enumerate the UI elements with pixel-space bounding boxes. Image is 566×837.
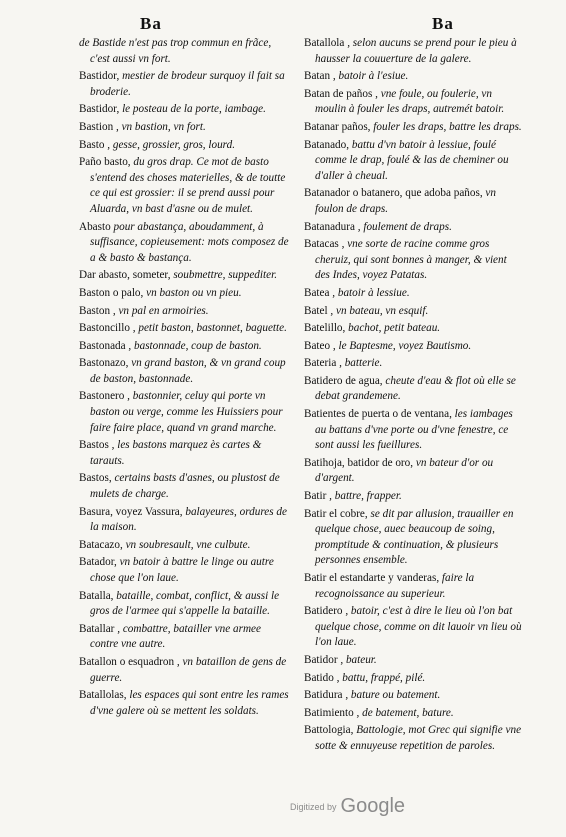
entry-definition: soubmettre, suppediter.	[170, 269, 277, 282]
entry-definition: battu d'vn batoir à lessiue, foulé comme le drap, foulé & las de cheminer ou d'aller à cheual.	[315, 138, 509, 182]
dictionary-entry	[79, 339, 291, 355]
running-head-right: Ba	[432, 14, 454, 33]
entry-headword: Bastonero	[79, 390, 125, 403]
entry-headword: Bastoncillo	[79, 322, 130, 335]
dictionary-entry	[79, 655, 291, 686]
entry-definition: vn baston ou vn pieu.	[143, 286, 242, 299]
entry-headword: Batea	[304, 286, 330, 299]
dictionary-entry	[304, 36, 522, 67]
dictionary-entry	[304, 507, 522, 569]
dictionary-entry	[79, 102, 291, 118]
entry-headword: Bastonada	[79, 339, 126, 352]
entry-definition: Battologie, mot Grec qui signifie vne sotte & ennuyeuse repetition de paroles.	[315, 724, 522, 752]
entry-headword: Paño basto,	[79, 156, 131, 169]
dictionary-entry	[79, 220, 291, 267]
entry-definition: , foulement de draps.	[354, 220, 452, 233]
entry-definition: , battre, frapper.	[326, 490, 402, 503]
entry-headword: Batanador o batanero, que adoba paños,	[304, 187, 483, 200]
entry-definition: vn bateur d'or ou d'argent.	[315, 456, 494, 485]
dictionary-entry	[304, 374, 522, 405]
dictionary-entry	[304, 723, 522, 754]
dictionary-entry	[304, 69, 522, 85]
entry-definition: cheute d'eau & flot où elle se debat grandemene.	[315, 374, 516, 403]
dictionary-entry	[304, 304, 522, 320]
entry-headword: Batir	[304, 490, 327, 503]
entry-definition: du gros drap. Ce mot de basto s'entend des choses materielles, & de toutte ce qui est grossier: il se prend aussi pour Aluarda, vn bast d'asne ou de mulet.	[90, 156, 286, 215]
dictionary-entry	[79, 69, 291, 100]
entry-definition: les iambages au battans d'vne porte ou d'vne fenestre, ce sont aussi les fueillures.	[315, 408, 513, 452]
entry-headword: Bastidor,	[79, 70, 120, 83]
running-head-left: Ba	[140, 14, 162, 33]
entry-headword: Batidero	[304, 605, 343, 618]
dictionary-entry	[79, 155, 291, 217]
entry-headword: Bastonazo,	[79, 357, 129, 370]
entry-definition: vn foulon de draps.	[315, 187, 496, 215]
entry-headword: Batido	[304, 671, 334, 684]
entry-definition: pour abastança, aboudamment, à suffisance, copieusement: mots composez de a & basto & bastança.	[90, 220, 289, 264]
dictionary-entry	[304, 571, 522, 602]
entry-definition: , petit baston, bastonnet, baguette.	[129, 322, 287, 335]
entry-definition: , vne sorte de racine comme gros cheruiz, qui sont bonnes à manger, & vient des Indes, voyez Patatas.	[315, 238, 507, 282]
entry-headword: Batel	[304, 304, 328, 317]
entry-definition: balayeures, ordures de la maison.	[90, 505, 287, 534]
entry-definition: le posteau de la porte, iambage.	[119, 103, 266, 116]
digitized-by-label: Digitized by	[290, 802, 337, 812]
entry-headword: Bastidor,	[79, 103, 120, 116]
entry-definition: , selon aucuns se prend pour le pieu à hausser la couuerture de la galere.	[315, 37, 517, 65]
dictionary-entry	[79, 304, 291, 320]
entry-definition: , bastonnade, coup de baston.	[125, 339, 262, 352]
entry-headword: Batihoja, batidor de oro,	[304, 456, 414, 469]
entry-definition: vn grand baston, & vn grand coup de baston, bastonnade.	[90, 357, 286, 385]
entry-headword: Batallola	[304, 37, 345, 49]
entry-headword: Batallar	[79, 622, 115, 635]
dictionary-entry	[79, 688, 291, 719]
entry-headword: Batalla,	[79, 589, 114, 602]
dictionary-entry	[79, 505, 291, 536]
dictionary-entry	[79, 538, 291, 554]
entry-headword: Batan	[304, 70, 331, 83]
right-column	[304, 36, 522, 757]
dictionary-entry	[304, 407, 522, 454]
dictionary-entry	[304, 604, 522, 651]
entry-definition: , bastonnier, celuy qui porte vn baston ou verge, comme les Huissiers pour faire faire place, quand vn grand marche.	[90, 390, 283, 434]
dictionary-entry	[79, 555, 291, 586]
entry-headword: Batidero de agua,	[304, 374, 383, 387]
entry-headword: Abasto	[79, 220, 111, 233]
dictionary-entry	[304, 706, 522, 722]
dictionary-entry	[304, 653, 522, 669]
entry-headword: Batir el estandarte y vanderas,	[304, 572, 440, 584]
entry-headword: Batir el cobre,	[304, 507, 368, 520]
entry-headword: Batanadura	[304, 220, 355, 233]
dictionary-entry	[304, 321, 522, 337]
entry-definition: bataille, combat, conflict, & aussi le gros de l'armee qui s'appelle la bataille.	[90, 589, 280, 618]
dictionary-entry	[79, 286, 291, 302]
entry-definition: , bateur.	[337, 653, 377, 666]
entry-definition: , de batement, bature.	[353, 706, 454, 719]
entry-definition: faire la recognoissance au superieur.	[315, 572, 475, 600]
entry-definition: , les bastons marquez ès cartes & tarauts.	[90, 439, 262, 467]
entry-definition: vn soubresault, vne culbute.	[122, 538, 251, 551]
entry-definition: , vn bataillon de gens de guerre.	[90, 655, 287, 684]
dictionary-entry	[79, 471, 291, 502]
entry-definition: , batoir, c'est à dire le lieu où l'on bat quelque chose, comme on dit lauoir vn lieu où l'on laue.	[315, 605, 522, 649]
dictionary-entry	[304, 186, 522, 217]
entry-headword: Battologia,	[304, 724, 354, 737]
dictionary-entry	[304, 489, 522, 505]
dictionary-entry	[304, 356, 522, 372]
dictionary-entry	[304, 456, 522, 487]
dictionary-entry	[79, 321, 291, 337]
entry-definition: , vn pal en armoiries.	[110, 304, 209, 317]
dictionary-entry	[79, 622, 291, 653]
dictionary-entry	[79, 438, 291, 469]
entry-definition: , batoir à l'esiue.	[330, 70, 409, 83]
entry-headword: Bastos,	[79, 472, 112, 485]
entry-headword: Batan de paños	[304, 87, 373, 100]
entry-definition: se dit par allusion, trauailler en quelque chose, auec beaucoup de soing, promptitude & continuation, & plusieurs personnes ensemble.	[315, 507, 514, 567]
entry-definition: , gesse, grossier, gros, lourd.	[104, 138, 236, 151]
dictionary-entry	[304, 120, 522, 136]
entry-headword: Batanar paños,	[304, 120, 371, 133]
entry-definition: , batterie.	[336, 357, 383, 370]
entry-definition: bachot, petit bateau.	[345, 322, 441, 335]
entry-headword: Bastos	[79, 439, 109, 452]
entry-definition: , bature ou batement.	[342, 689, 441, 702]
entry-definition: , combattre, batailler vne armee contre vne autre.	[90, 622, 261, 651]
entry-definition: fouler les draps, battre les draps.	[370, 120, 522, 133]
dictionary-entry	[304, 671, 522, 687]
entry-headword: Bateria	[304, 357, 337, 370]
dictionary-entry	[304, 339, 522, 355]
left-column	[79, 36, 291, 721]
entry-headword: Bateo	[304, 339, 331, 352]
entry-headword: Batidor	[304, 653, 338, 666]
dictionary-entry	[304, 237, 522, 284]
dictionary-entry	[79, 120, 291, 136]
entry-definition: , batoir à lessiue.	[329, 286, 410, 299]
entry-headword: Basura, voyez Vassura,	[79, 505, 183, 518]
entry-definition: les espaces qui sont entre les rames d'vne galere où se mettent les soldats.	[90, 689, 289, 717]
entry-definition: de Bastide n'est pas trop commun en frãce, c'est aussi vn fort.	[79, 37, 272, 65]
entry-headword: Batidura	[304, 689, 343, 702]
entry-definition: vn batoir à battre le linge ou autre chose que l'on laue.	[90, 556, 274, 584]
entry-definition: , vn bateau, vn esquif.	[327, 304, 429, 317]
entry-headword: Dar abasto, someter,	[79, 269, 171, 282]
dictionary-entry	[79, 36, 291, 67]
entry-headword: Batallolas,	[79, 689, 127, 702]
entry-headword: Batientes de puerta o de ventana,	[304, 408, 452, 421]
entry-headword: Baston	[79, 304, 111, 317]
dictionary-entry	[79, 389, 291, 436]
dictionary-entry	[79, 138, 291, 154]
entry-definition: , battu, frappé, pilé.	[333, 671, 426, 684]
entry-headword: Bastion	[79, 120, 114, 133]
dictionary-entry	[304, 220, 522, 236]
entry-headword: Batanado,	[304, 138, 350, 151]
dictionary-entry	[304, 286, 522, 302]
dictionary-entry	[79, 268, 291, 284]
dictionary-entry	[304, 87, 522, 118]
entry-headword: Basto	[79, 138, 105, 151]
entry-headword: Batallon o esquadron	[79, 655, 175, 668]
digitized-by-google-watermark	[290, 795, 405, 818]
dictionary-entry	[304, 688, 522, 704]
dictionary-entry	[304, 138, 522, 185]
entry-definition: , vne foule, ou foulerie, vn moulin à fouler les draps, autremét batoir.	[315, 87, 505, 116]
entry-headword: Batacazo,	[79, 538, 123, 551]
entry-headword: Batelillo,	[304, 322, 346, 335]
entry-definition: certains basts d'asnes, ou plustost de mulets de charge.	[90, 472, 280, 501]
entry-definition: , vn bastion, vn fort.	[113, 120, 206, 133]
entry-definition: , le Baptesme, voyez Bautismo.	[330, 339, 472, 352]
google-logo-text: Google	[340, 795, 406, 817]
entry-headword: Baston o palo,	[79, 286, 144, 299]
entry-headword: Batacas	[304, 238, 339, 251]
dictionary-entry	[79, 589, 291, 620]
entry-headword: Batimiento	[304, 706, 354, 719]
entry-definition: mestier de brodeur surquoy il fait sa broderie.	[90, 70, 285, 98]
dictionary-entry	[79, 356, 291, 387]
entry-headword: Batador,	[79, 556, 117, 569]
